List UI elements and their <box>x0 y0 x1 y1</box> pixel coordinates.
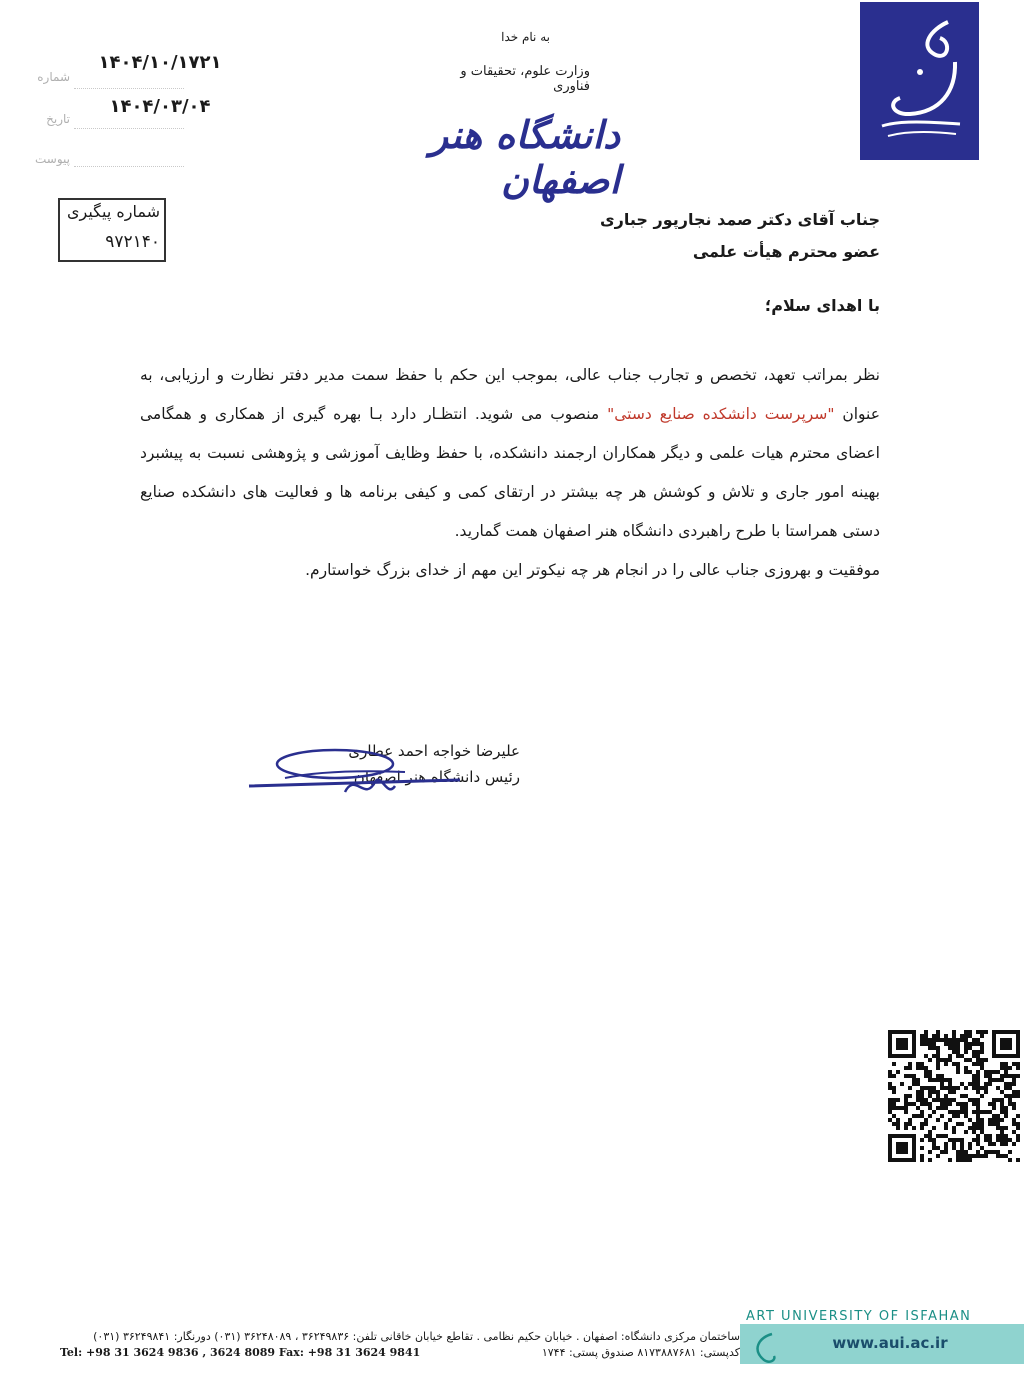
body-text-rest: منصوب می شوید. انتظـار دارد بـا بهره گیری از همکاری و همگامی اعضای محترم هیات علمی و دیگر همکاران ارجمند دانشکده، با حفظ وظایف آموزشی و پژوهشی نسبت به پیشبرد بهینه امور جاری و تلاش و کوشش هر چه بیشتر در ارتقای کمی و کیفی برنامه ها و فعالیت های دانشکده صنایع دستی همراستا با طرح راهبردی دانشگاه هنر اصفهان همت گمارید. <box>140 405 880 540</box>
attachment-label: پیوست <box>35 152 70 166</box>
body-paragraph <box>140 356 880 551</box>
logo-calligraphy-icon <box>860 2 979 160</box>
date-label: تاریخ <box>46 112 70 126</box>
footer-phone-fax-en: Tel: +98 31 3624 9836 , 3624 8089 Fax: +98 31 3624 9841 <box>60 1346 421 1359</box>
letter-date: ۱۴۰۴/۰۳/۰۴ <box>109 96 211 117</box>
tracking-label: شماره پیگیری <box>66 202 160 221</box>
signer-title: رئیس دانشگاه هنر اصفهان <box>353 768 520 786</box>
university-logo <box>860 2 979 160</box>
recipient <box>500 204 880 268</box>
qr-code-icon <box>888 1030 1020 1162</box>
signature-icon <box>245 742 485 812</box>
footer-address: ساختمان مرکزی دانشگاه: اصفهان . خیابان حکیم نظامی . تقاطع خیابان خاقانی تلفن: ۳۶۲۴۹۸۳۶ ، ۳۶۲۴۸۰۸۹ (۰۳۱) دورنگار: ۳۶۲۴۹۸۴۱ (۰۳۱) <box>93 1330 740 1343</box>
ministry-name: وزارت علوم، تحقیقات و فناوری <box>460 64 590 94</box>
recipient-name: جناب آقای دکتر صمد نجارپور جباری <box>599 210 880 229</box>
basmala: به نام خدا <box>501 30 550 44</box>
signer-name: علیرضا خواجه احمد عطاری <box>348 742 520 760</box>
footer-university-name-en: ART UNIVERSITY OF ISFAHAN <box>746 1309 972 1324</box>
number-line <box>74 88 184 89</box>
date-line <box>74 128 184 129</box>
number-label: شماره <box>37 70 70 84</box>
footer-website-link[interactable]: www.aui.ac.ir <box>832 1334 948 1352</box>
footer-emblem-icon <box>744 1330 784 1366</box>
greeting: با اهدای سلام؛ <box>764 296 880 315</box>
appointment-title: "سرپرست دانشکده صنایع دستی" <box>607 405 835 423</box>
letter-number: ۱۴۰۴/۱۰/۱۷۲۱ <box>98 52 222 73</box>
body-text-start: نظر بمراتب تعهد، تخصص و تجارب جناب عالی، بموجب این حکم با حفظ سمت مدیر دفتر نظارت و ارزیابی، به عنوان <box>140 366 880 423</box>
letter-body <box>140 356 880 590</box>
attachment-line <box>74 166 184 167</box>
tracking-number: ۹۷۲۱۴۰ <box>105 232 160 252</box>
university-name: دانشگاه هنر اصفهان <box>429 112 620 202</box>
closing-paragraph: موفقیت و بهروزی جناب عالی را در انجام هر چه نیکوتر این مهم از خدای بزرگ خواستارم. <box>305 561 880 579</box>
footer-postal: کدپستی: ۸۱۷۳۸۸۷۶۸۱ صندوق پستی: ۱۷۴۴ <box>541 1346 740 1359</box>
recipient-title: عضو محترم هیأت علمی <box>692 242 880 261</box>
